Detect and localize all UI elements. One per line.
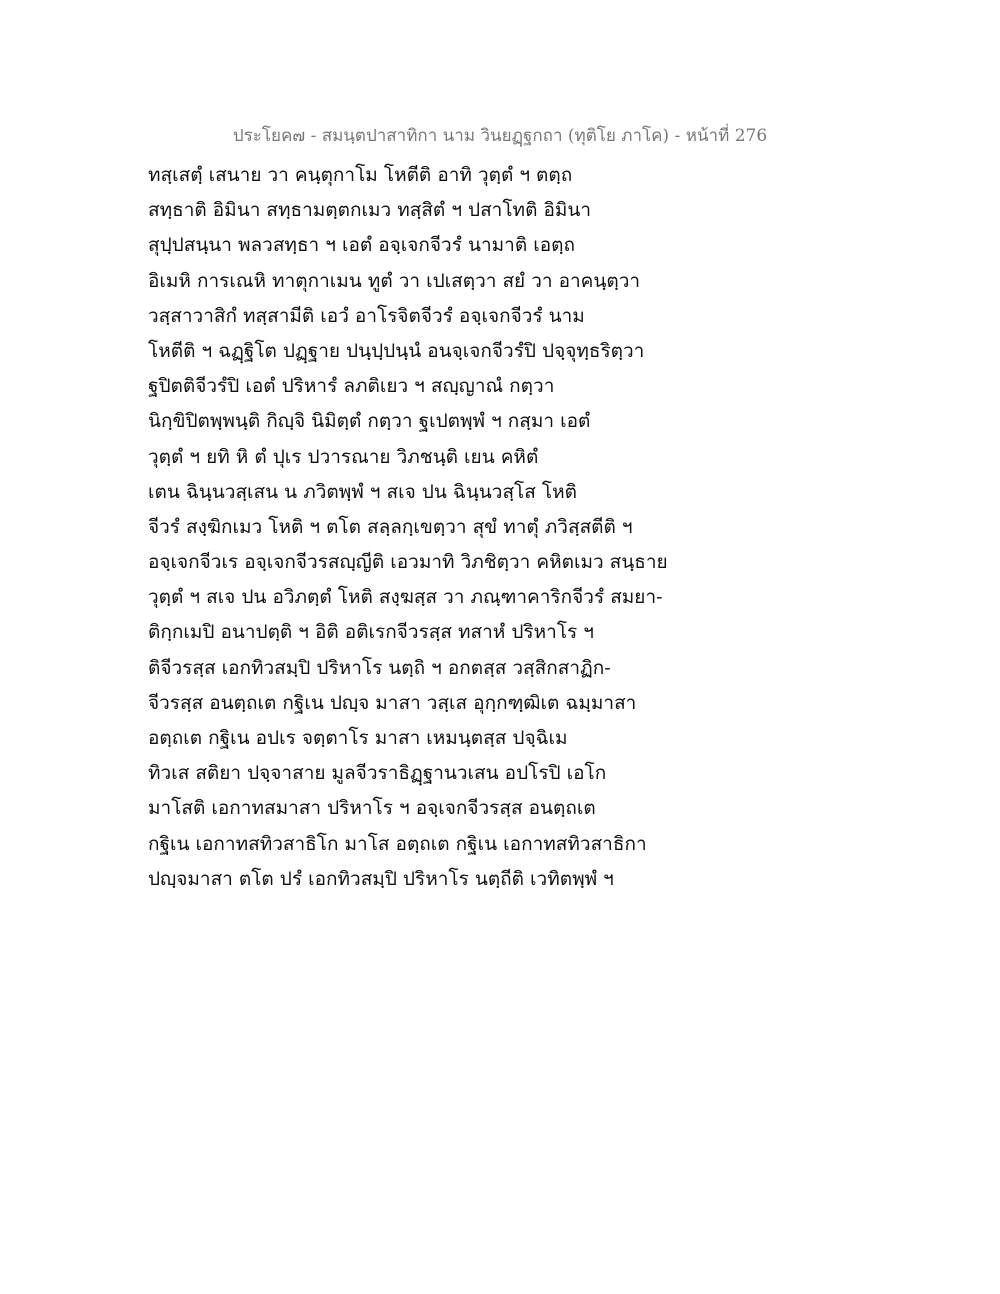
text-line: กฐิเน เอกาทสทิวสาธิโก มาโส อตฺถเต กฐิเน เอกาทสทิวสาธิกา	[148, 832, 647, 855]
text-line: ติจีวรสฺส เอกทิวสมฺปิ ปริหาโร นตฺถิ ฯ อกตสฺส วสฺสิกสาฏิก-	[148, 656, 611, 679]
text-line: จีวรํ สงฺฆิกเมว โหติ ฯ ตโต สลฺลกฺเขตฺวา สุขํ ทาตุํ ภวิสฺสตีติ ฯ	[148, 515, 633, 538]
text-line: นิกฺขิปิตพฺพนฺติ กิญฺจิ นิมิตฺตํ กตฺวา ฐเปตพฺพํ ฯ กสฺมา เอตํ	[148, 410, 591, 433]
text-line: สทฺธาติ อิมินา สทฺธามตฺตกเมว ทสฺสิตํ ฯ ปสาโทติ อิมินา	[148, 199, 592, 222]
text-line: ทิวเส สติยา ปจฺจาสาย มูลจีวราธิฏฺฐานวเสน อปโรปิ เอโก	[148, 762, 607, 785]
text-line: ติกฺกเมปิ อนาปตฺติ ฯ อิติ อติเรกจีวรสฺส ทสาหํ ปริหาโร ฯ	[148, 621, 594, 644]
text-line: อตฺถเต กฐิเน อปเร จตฺตาโร มาสา เหมนฺตสฺส ปจฺฉิเม	[148, 727, 568, 749]
text-line: โหตีติ ฯ ฉฏฺฐิโต ปฏฺฐาย ปนฺปฺปนฺนํ อนจฺเจกจีวรํปิ ปจฺจุทฺธริตฺวา	[148, 339, 645, 362]
text-line: เตน ฉินฺนวสฺเสน น ภวิตพฺพํ ฯ สเจ ปน ฉินฺนวสฺโส โหติ	[148, 480, 577, 503]
text-line: อิเมหิ การเณหิ ทาตุกาเมน ทูตํ วา เปเสตฺวา สยํ วา อาคนฺตฺวา	[148, 269, 641, 292]
text-line: ฐปิตติจีวรํปิ เอตํ ปริหารํ ลภติเยว ฯ สญฺญาณํ กตฺวา	[148, 375, 555, 398]
running-header: ประโยค๗ - สมนฺตปาสาทิกา นาม วินยฏฺฐกถา (ทุติโย ภาโค) - หน้าที่ 276	[232, 126, 768, 146]
text-line: สุปฺปสนฺนา พลวสทฺธา ฯ เอตํ อจฺเจกจีวรํ นามาติ เอตฺถ	[148, 234, 575, 257]
text-line: ปญฺจมาสา ตโต ปรํ เอกทิวสมฺปิ ปริหาโร นตฺถีติ เวทิตพฺพํ ฯ	[148, 867, 614, 890]
text-line: อจฺเจกจีวเร อจฺเจกจีวรสญฺญีติ เอวมาทิ วิภชิตฺวา คหิตเมว สนฺธาย	[148, 551, 668, 574]
text-line: จีวรสฺส อนตฺถเต กฐิเน ปญฺจ มาสา วสฺเส อุกฺกฑฺฒิเต ฉมฺมาสา	[148, 691, 637, 714]
body-text	[148, 162, 888, 901]
text-line: มาโสติ เอกาทสมาสา ปริหาโร ฯ อจฺเจกจีวรสฺส อนตฺถเต	[148, 797, 596, 820]
text-line: วสฺสาวาสิกํ ทสฺสามีติ เอวํ อาโรจิตจีวรํ อจฺเจกจีวรํ นาม	[148, 304, 585, 327]
text-line: วุตฺตํ ฯ ยทิ หิ ตํ ปุเร ปวารณาย วิภชนฺติ เยน คหิตํ	[148, 445, 539, 468]
text-line: ทสฺเสตฺํ เสนาย วา คนฺตุกาโม โหตีติ อาทิ วุตฺตํ ฯ ตตฺถ	[148, 164, 573, 186]
text-line: วุตฺตํ ฯ สเจ ปน อวิภตฺตํ โหติ สงฺฆสฺส วา ภณฺฑาคาริกจีวรํ สมยา-	[148, 586, 663, 609]
